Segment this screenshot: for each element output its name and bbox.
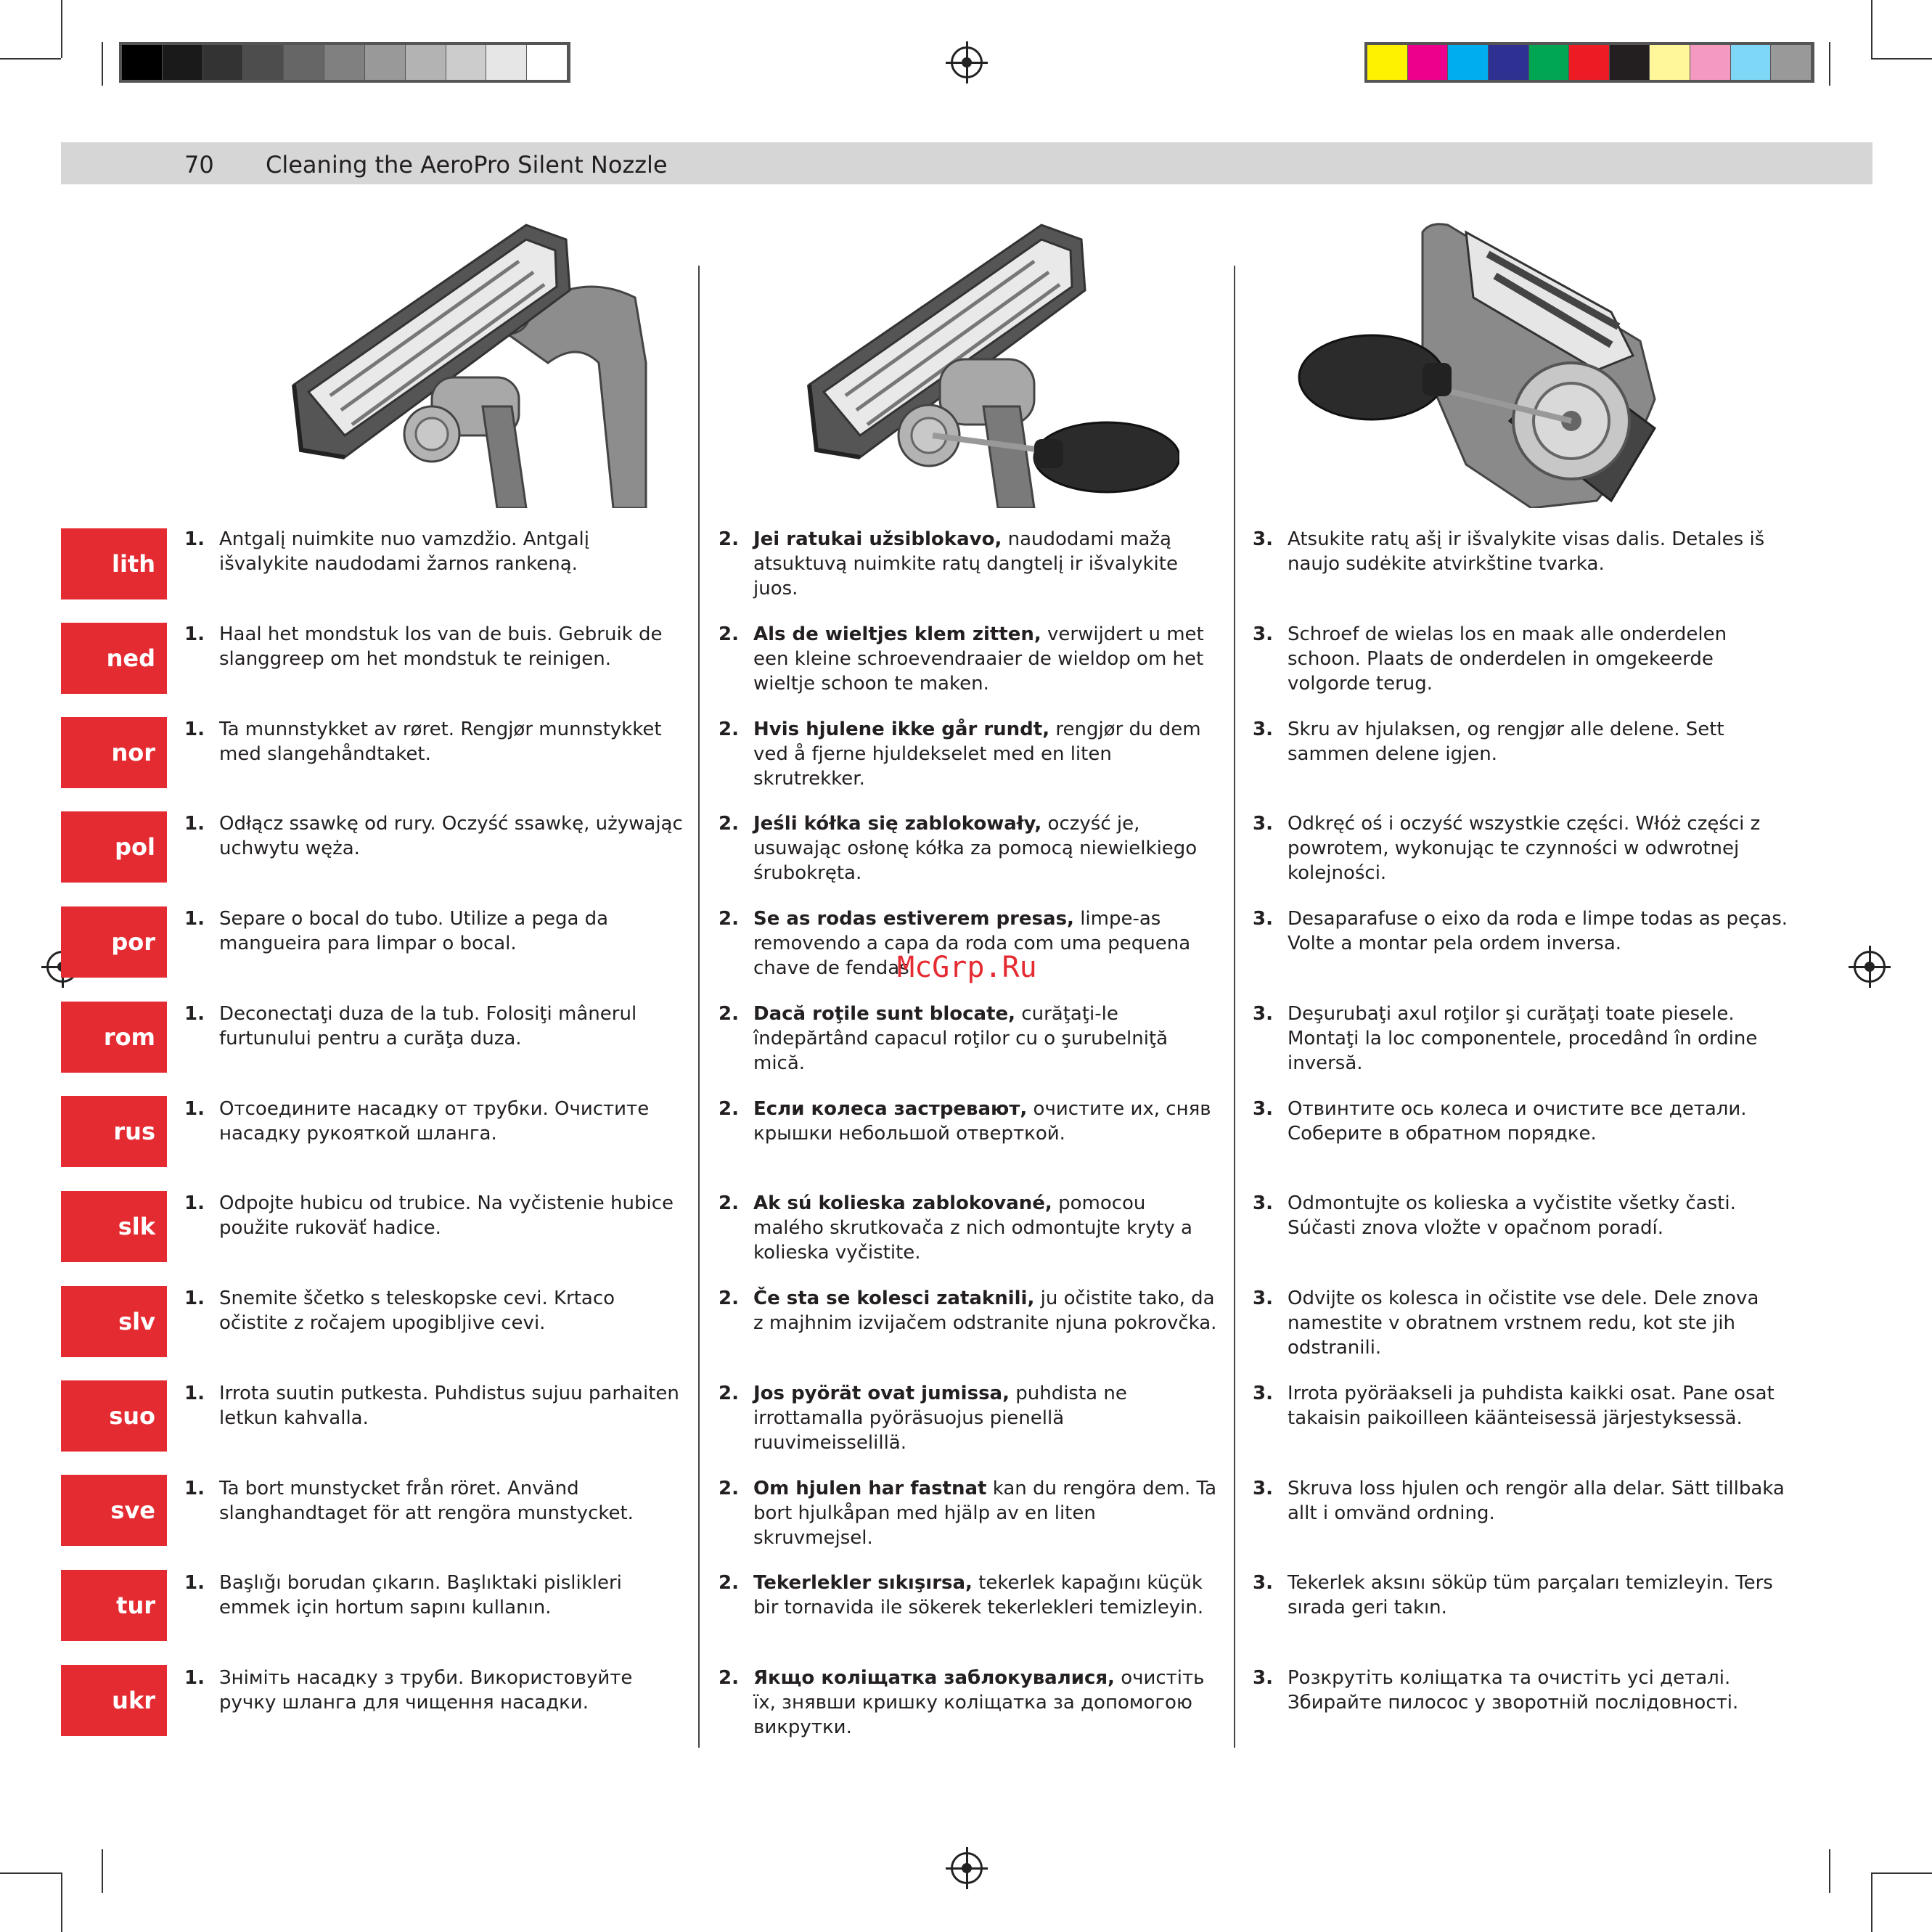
step-number: 2. xyxy=(719,1478,739,1499)
page-title: Cleaning the AeroPro Silent Nozzle xyxy=(266,151,668,179)
step-number: 1. xyxy=(184,1478,205,1499)
step-text xyxy=(753,622,1218,696)
calibration-swatch xyxy=(446,45,487,80)
step-number: 2. xyxy=(719,1572,739,1594)
step-text xyxy=(753,527,1218,601)
step-text xyxy=(753,1666,1218,1740)
step-number: 2. xyxy=(719,1383,739,1404)
crop-mark xyxy=(0,58,61,60)
calibration-swatch xyxy=(1367,45,1408,80)
crop-mark xyxy=(0,1872,61,1874)
step-body: Odłącz ssawkę od rury. Oczyść ssawkę, używając uchwytu węża. xyxy=(219,813,683,859)
step-text xyxy=(753,1476,1218,1550)
step-emphasis: Als de wieltjes klem zitten, xyxy=(753,623,1041,645)
step-number: 3. xyxy=(1253,1383,1273,1404)
step-body: Отвинтите ось колеса и очистите все детали. Соберите в обратном порядке. xyxy=(1288,1098,1747,1145)
step-number: 1. xyxy=(184,528,205,550)
language-tab-0: lith xyxy=(61,528,167,599)
step-text xyxy=(219,527,684,576)
step-number: 1. xyxy=(184,1572,205,1594)
step-text xyxy=(1288,811,1788,885)
step-text xyxy=(219,906,684,956)
color-calibration-bar xyxy=(1364,42,1814,83)
step-text xyxy=(1288,1191,1788,1240)
calibration-swatch xyxy=(486,45,527,80)
step-emphasis: Tekerlekler sıkışırsa, xyxy=(753,1572,973,1594)
page-number: 70 xyxy=(184,151,214,179)
step-body: ju očistite tako, da z majhnim izvijačem odstranite njuna pokrovčka. xyxy=(753,1288,1217,1334)
crop-mark xyxy=(102,42,103,86)
step-text xyxy=(753,811,1218,885)
calibration-swatch xyxy=(1650,45,1690,80)
step-body: Odkręć oś i oczyść wszystkie części. Włóż części z powrotem, wykonując te czynności w odwrotnej kolejności. xyxy=(1288,813,1761,884)
calibration-swatch xyxy=(1731,45,1772,80)
step-number: 3. xyxy=(1253,813,1273,835)
step-body: Skruva loss hjulen och rengör alla delar. Sätt tillbaka allt i omvänd ordning. xyxy=(1288,1478,1785,1524)
step-number: 3. xyxy=(1253,1667,1273,1689)
step-body: Tekerlek aksını söküp tüm parçaları temizleyin. Ters sırada geri takın. xyxy=(1288,1572,1773,1618)
step-body: Зніміть насадку з труби. Використовуйте ручку шланга для чищення насадки. xyxy=(219,1667,633,1714)
language-tab-6: rus xyxy=(61,1096,167,1167)
step-emphasis: Om hjulen har fastnat xyxy=(753,1478,987,1499)
step-emphasis: Jeśli kółka się zablokowały, xyxy=(753,813,1042,835)
step-text xyxy=(1288,527,1788,576)
step-body: Atsukite ratų ašį ir išvalykite visas dalis. Detales iš naujo sudėkite atvirkštine tvarka. xyxy=(1288,528,1765,575)
step-number: 1. xyxy=(184,1192,205,1214)
step-number: 2. xyxy=(719,623,739,645)
step-text xyxy=(1288,1097,1788,1146)
step-body: Skru av hjulaksen, og rengjør alle delene. Sett sammen delene igjen. xyxy=(1288,719,1724,765)
step-emphasis: Jei ratukai užsiblokavo, xyxy=(753,528,1002,550)
calibration-swatch xyxy=(1771,45,1812,80)
step-text xyxy=(753,1097,1218,1146)
step-body: Deşurubaţi axul roţilor şi curăţaţi toate piesele. Montaţi la loc componentele, procedând în ordine inversă. xyxy=(1288,1003,1758,1074)
step-text xyxy=(219,1002,684,1051)
step-emphasis: Hvis hjulene ikke går rundt, xyxy=(753,719,1050,740)
step-body: Odvijte os kolesca in očistite vse dele. Dele znova namestite v obratnem vrstnem redu, kot ste jih odstranili. xyxy=(1288,1288,1759,1359)
step-body: rengjør du dem ved å fjerne hjuldekselet med en liten skrutrekker. xyxy=(753,719,1201,790)
step-body: verwijdert u met een kleine schroevendraaier de wieldop om het wieltje schoon te maken. xyxy=(753,623,1204,695)
nozzle-with-tube-icon xyxy=(287,218,650,508)
language-tab-4: por xyxy=(61,906,167,978)
column-divider xyxy=(698,266,700,1748)
step-body: Розкрутіть коліщатка та очистіть усі деталі. Збирайте пилосос у зворотній послідовності. xyxy=(1288,1667,1739,1714)
step-number: 3. xyxy=(1253,908,1273,930)
step-number: 2. xyxy=(719,1098,739,1120)
step-text xyxy=(753,1002,1218,1076)
step-number: 1. xyxy=(184,1667,205,1689)
step-text xyxy=(1288,1002,1788,1076)
registration-mark-icon xyxy=(951,1852,983,1884)
language-tab-11: tur xyxy=(61,1570,167,1641)
calibration-swatch xyxy=(1408,45,1449,80)
calibration-swatch xyxy=(1569,45,1610,80)
calibration-swatch xyxy=(284,45,324,80)
language-tab-3: pol xyxy=(61,811,167,883)
step-body: очистіть їх, знявши кришку коліщатка за допомогою викрутки. xyxy=(753,1667,1205,1738)
language-tab-10: sve xyxy=(61,1475,167,1546)
step-emphasis: Dacă roţile sunt blocate, xyxy=(753,1003,1016,1025)
step-body: Deconectaţi duza de la tub. Folosiţi mânerul furtunului pentru a curăţa duza. xyxy=(219,1003,637,1049)
step-emphasis: Ak sú kolieska zablokované, xyxy=(753,1192,1052,1214)
step-text xyxy=(219,717,684,766)
language-tab-5: rom xyxy=(61,1002,167,1073)
crop-mark xyxy=(1871,0,1872,58)
calibration-swatch xyxy=(365,45,406,80)
step-body: Desaparafuse o eixo da roda e limpe todas as peças. Volte a montar pela ordem inversa. xyxy=(1288,908,1788,954)
step-emphasis: Če sta se kolesci zataknili, xyxy=(753,1288,1035,1309)
wheel-axle-screwdriver-icon xyxy=(1292,218,1669,508)
step-body: Antgalį nuimkite nuo vamzdžio. Antgalį išvalykite naudodami žarnos rankeną. xyxy=(219,528,589,575)
step-number: 1. xyxy=(184,1383,205,1404)
step-number: 2. xyxy=(719,908,739,930)
step-number: 1. xyxy=(184,813,205,835)
calibration-swatch xyxy=(243,45,284,80)
language-tab-9: suo xyxy=(61,1380,167,1452)
step-emphasis: Якщо коліщатка заблокувалися, xyxy=(753,1667,1115,1689)
step-number: 3. xyxy=(1253,623,1273,645)
step-text xyxy=(753,1191,1218,1265)
language-tab-8: slv xyxy=(61,1286,167,1357)
crop-mark xyxy=(1871,58,1932,60)
step-number: 3. xyxy=(1253,719,1273,740)
step-number: 3. xyxy=(1253,1478,1273,1499)
calibration-swatch xyxy=(163,45,203,80)
step-text xyxy=(753,1381,1218,1455)
step-emphasis: Если колеса застревают, xyxy=(753,1098,1028,1120)
step-number: 3. xyxy=(1253,1098,1273,1120)
step-body: kan du rengöra dem. Ta bort hjulkåpan med hjälp av en liten skruvmejsel. xyxy=(753,1478,1217,1549)
step-body: Separe o bocal do tubo. Utilize a pega da mangueira para limpar o bocal. xyxy=(219,908,609,954)
step-body: limpe-as removendo a capa da roda com uma pequena chave de fendas. xyxy=(753,908,1191,979)
step-text xyxy=(219,1097,684,1146)
step-body: Haal het mondstuk los van de buis. Gebruik de slanggreep om het mondstuk te reinigen. xyxy=(219,623,663,670)
step-body: Snemite ščetko s teleskopske cevi. Krtaco očistite z ročajem upogibljive cevi. xyxy=(219,1288,615,1334)
step-number: 1. xyxy=(184,1288,205,1309)
step-text xyxy=(219,622,684,671)
calibration-swatch xyxy=(1610,45,1650,80)
step-text xyxy=(753,1286,1218,1335)
calibration-swatch xyxy=(122,45,163,80)
step-body: Başlığı borudan çıkarın. Başlıktaki pislikleri emmek için hortum sapını kullanın. xyxy=(219,1572,622,1618)
crop-mark xyxy=(61,0,62,58)
calibration-swatch xyxy=(324,45,365,80)
crop-mark xyxy=(61,1872,62,1932)
step-body: tekerlek kapağını küçük bir tornavida ile sökerek tekerlekleri temizleyin. xyxy=(753,1572,1204,1618)
step-body: pomocou malého skrutkovača z nich odmontujte kryty a kolieska vyčistite. xyxy=(753,1192,1192,1264)
calibration-swatch xyxy=(203,45,244,80)
step-text xyxy=(219,811,684,861)
calibration-swatch xyxy=(406,45,446,80)
step-number: 1. xyxy=(184,908,205,930)
step-body: Irrota pyöräakseli ja puhdista kaikki osat. Pane osat takaisin paikoilleen käänteisessä järjestyksessä. xyxy=(1288,1383,1775,1429)
step-text xyxy=(219,1571,684,1620)
step-number: 2. xyxy=(719,1667,739,1689)
step-text xyxy=(219,1666,684,1715)
calibration-swatch xyxy=(1529,45,1570,80)
column-divider xyxy=(1234,266,1235,1748)
language-tab-1: ned xyxy=(61,623,167,694)
step-body: Odpojte hubicu od trubice. Na vyčistenie hubice použite rukoväť hadice. xyxy=(219,1192,674,1239)
calibration-swatch xyxy=(1690,45,1731,80)
step-number: 3. xyxy=(1253,1288,1273,1309)
step-number: 2. xyxy=(719,528,739,550)
language-tab-2: nor xyxy=(61,717,167,788)
step-body: puhdista ne irrottamalla pyöräsuojus pienellä ruuvimeisselillä. xyxy=(753,1383,1127,1454)
step-body: Отсоедините насадку от трубки. Очистите насадку рукояткой шланга. xyxy=(219,1098,650,1145)
step-body: Schroef de wielas los en maak alle onderdelen schoon. Plaats de onderdelen in omgekeerde volgorde terug. xyxy=(1288,623,1727,695)
step-text xyxy=(1288,1666,1788,1715)
crop-mark xyxy=(102,1849,103,1893)
nozzle-screwdriver-wheel-cap-icon xyxy=(802,218,1179,508)
step-text xyxy=(219,1381,684,1430)
crop-mark xyxy=(1871,1872,1932,1874)
step-text xyxy=(1288,622,1788,696)
language-tab-7: slk xyxy=(61,1191,167,1262)
step-text xyxy=(219,1286,684,1335)
step-number: 2. xyxy=(719,719,739,740)
step-number: 2. xyxy=(719,813,739,835)
grayscale-calibration-bar xyxy=(119,42,570,83)
crop-mark xyxy=(1871,1872,1872,1932)
step-body: Odmontujte os kolieska a vyčistite všetky časti. Súčasti znova vložte v opačnom poradí. xyxy=(1288,1192,1736,1239)
step-text xyxy=(1288,1286,1788,1360)
step-number: 2. xyxy=(719,1192,739,1214)
step-body: очистите их, сняв крышки небольшой отверткой. xyxy=(753,1098,1211,1145)
step-number: 3. xyxy=(1253,1192,1273,1214)
step-text xyxy=(1288,717,1788,766)
step-text xyxy=(219,1191,684,1240)
step-text xyxy=(219,1476,684,1526)
step-text xyxy=(753,717,1218,791)
step-number: 1. xyxy=(184,719,205,740)
calibration-swatch xyxy=(527,45,568,80)
crop-mark xyxy=(1829,42,1830,86)
calibration-swatch xyxy=(1448,45,1489,80)
step-number: 1. xyxy=(184,1098,205,1120)
step-number: 1. xyxy=(184,623,205,645)
step-body: curăţaţi-le îndepărtând capacul roţilor cu o şurubelniţă mică. xyxy=(753,1003,1168,1074)
crop-mark xyxy=(1829,1849,1830,1893)
step-number: 2. xyxy=(719,1288,739,1309)
step-number: 1. xyxy=(184,1003,205,1025)
watermark: McGrp.Ru xyxy=(897,951,1037,984)
language-tab-12: ukr xyxy=(61,1665,167,1736)
step-text xyxy=(1288,1476,1788,1526)
step-number: 3. xyxy=(1253,1572,1273,1594)
step-emphasis: Jos pyörät ovat jumissa, xyxy=(753,1383,1010,1404)
step-text xyxy=(1288,1571,1788,1620)
step-number: 2. xyxy=(719,1003,739,1025)
step-text xyxy=(1288,906,1788,956)
step-body: Ta bort munstycket från röret. Använd slanghandtaget för att rengöra munstycket. xyxy=(219,1478,634,1524)
step-number: 3. xyxy=(1253,528,1273,550)
step-number: 3. xyxy=(1253,1003,1273,1025)
registration-mark-icon xyxy=(951,46,983,78)
step-emphasis: Se as rodas estiverem presas, xyxy=(753,908,1074,930)
step-body: Irrota suutin putkesta. Puhdistus sujuu parhaiten letkun kahvalla. xyxy=(219,1383,679,1429)
registration-mark-icon xyxy=(1854,951,1886,983)
calibration-swatch xyxy=(1489,45,1529,80)
step-text xyxy=(753,1571,1218,1620)
step-body: Ta munnstykket av røret. Rengjør munnstykket med slangehåndtaket. xyxy=(219,719,662,765)
step-body: naudodami mažą atsuktuvą nuimkite ratų dangtelį ir išvalykite juos. xyxy=(753,528,1178,599)
step-body: oczyść je, usuwając osłonę kółka za pomocą niewielkiego śrubokręta. xyxy=(753,813,1198,884)
step-text xyxy=(1288,1381,1788,1430)
